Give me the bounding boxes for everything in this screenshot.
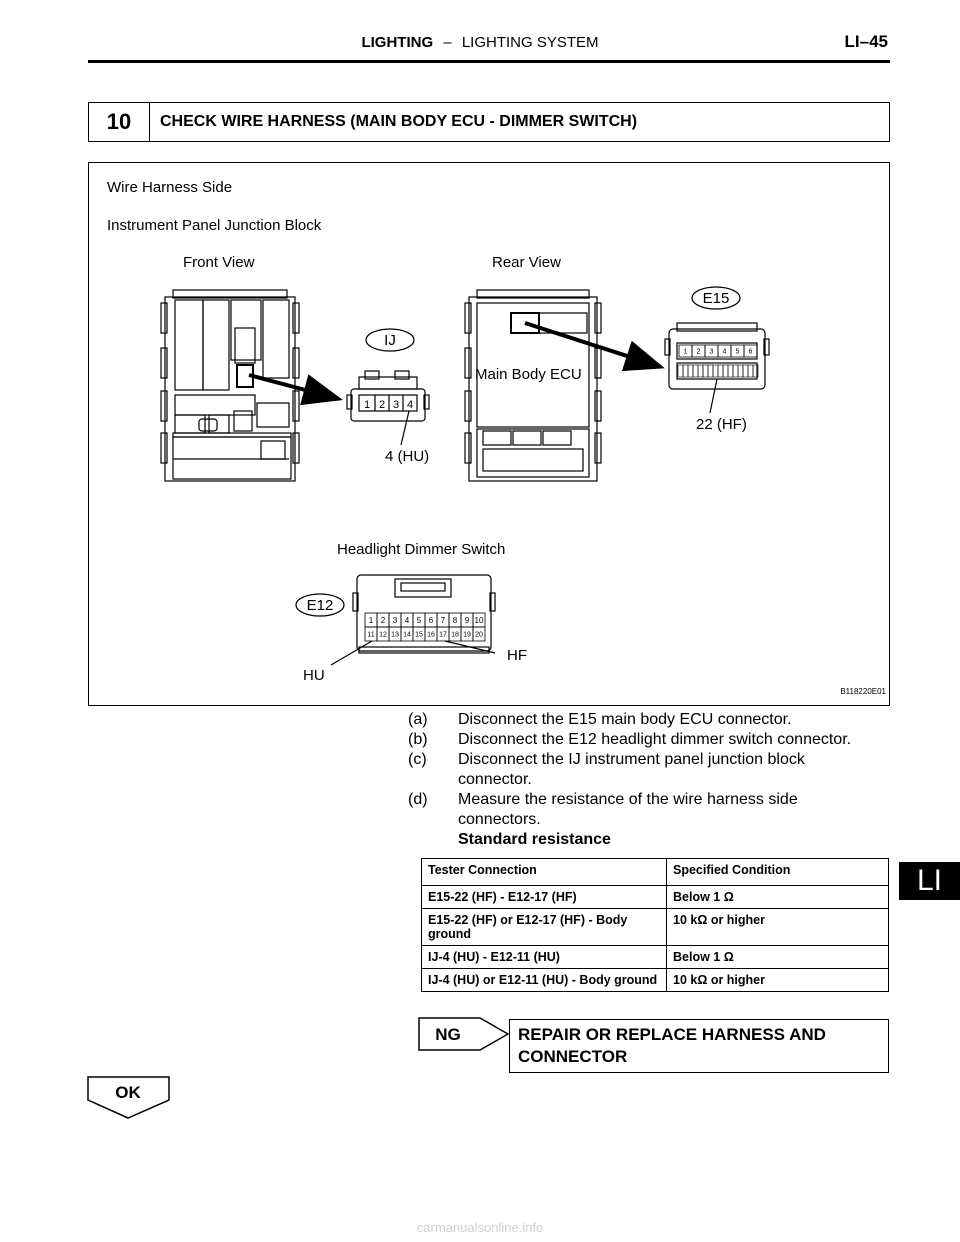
pin-number: 5 <box>416 615 422 625</box>
e15-pins-top <box>679 345 757 357</box>
pin-number: 15 <box>415 631 423 639</box>
pin-number: 5 <box>735 348 740 356</box>
pin-number: 7 <box>440 615 446 625</box>
watermark: carmanualsonline.info <box>416 1220 544 1235</box>
pin-cell <box>718 365 723 377</box>
resistance-table <box>421 858 889 992</box>
pin-number: 17 <box>439 631 447 639</box>
pin-cell <box>683 365 688 377</box>
pin-number: 10 <box>474 615 484 625</box>
step-number: 10 <box>89 103 150 141</box>
junction-block-rear <box>465 290 601 481</box>
ng-marker <box>418 1016 510 1056</box>
label-hf: HF <box>507 647 527 664</box>
table-row: IJ-4 (HU) or E12-11 (HU) - Body ground 10 kΩ or higher <box>422 969 889 992</box>
header-separator: – <box>443 34 452 51</box>
section-tab: LI <box>899 862 960 900</box>
label-dimmer-switch: Headlight Dimmer Switch <box>337 541 506 558</box>
pin-cell <box>733 365 738 377</box>
pin-number: 18 <box>451 631 459 639</box>
label-front-view: Front View <box>183 254 255 271</box>
pin-hu-leader <box>401 411 409 445</box>
connector-diagram <box>89 163 889 705</box>
junction-block-front <box>161 290 299 481</box>
label-hu: HU <box>303 667 325 684</box>
label-pin-hu: 4 (HU) <box>385 448 430 465</box>
e12-pins-top <box>365 613 485 627</box>
pin-number: 13 <box>391 631 399 639</box>
step-title: CHECK WIRE HARNESS (MAIN BODY ECU - DIMMER SWITCH) <box>160 113 638 130</box>
pin-number: 6 <box>428 615 434 625</box>
e12-pins-bottom <box>365 627 485 641</box>
label-pin-hf: 22 (HF) <box>696 416 747 433</box>
instruction-b: (b) Disconnect the E12 headlight dimmer switch connector. <box>408 731 852 748</box>
label-e15: E15 <box>702 290 730 307</box>
pin-number: 12 <box>379 631 387 639</box>
caption-side: Wire Harness Side <box>107 179 233 196</box>
ij-pin-4: 4 <box>406 399 414 411</box>
table-header-row <box>422 859 889 886</box>
pin-cell <box>723 365 728 377</box>
header-rule <box>88 60 890 63</box>
pin-number: 2 <box>380 615 386 625</box>
instruction-list <box>408 710 898 850</box>
pin-number: 11 <box>367 631 375 639</box>
ij-connector <box>347 371 429 421</box>
header-tester-connection: Tester Connection <box>422 859 667 886</box>
label-rear-view: Rear View <box>492 254 561 271</box>
table-row: E15-22 (HF) or E12-17 (HF) - Body ground 10 kΩ or higher <box>422 909 889 946</box>
ij-pin-2: 2 <box>378 399 386 411</box>
page-header-title <box>0 34 960 51</box>
pin-number: 14 <box>403 631 411 639</box>
e15-pins-bottom <box>678 365 758 377</box>
pin-cell <box>748 365 753 377</box>
header-specified-condition: Specified Condition <box>667 859 889 886</box>
standard-resistance-label: Standard resistance <box>458 831 611 848</box>
pin-cell <box>693 365 698 377</box>
pin-number: 4 <box>722 348 727 356</box>
step-box <box>88 102 890 142</box>
label-e12: E12 <box>306 597 334 614</box>
figure-code: B118220E01 <box>840 687 886 696</box>
pin-hf-leader <box>710 379 717 413</box>
pin-number: 19 <box>463 631 471 639</box>
ng-action-box: REPAIR OR REPLACE HARNESS AND CONNECTOR <box>509 1019 889 1073</box>
pin-cell <box>698 365 703 377</box>
pin-number: 8 <box>452 615 458 625</box>
caption-junction-block: Instrument Panel Junction Block <box>107 217 322 234</box>
pin-number: 1 <box>683 348 688 356</box>
subsection-name: LIGHTING SYSTEM <box>461 34 599 51</box>
page-number: LI–45 <box>844 32 888 51</box>
pin-cell <box>743 365 748 377</box>
pin-number: 2 <box>696 348 701 356</box>
pin-cell <box>703 365 708 377</box>
ng-label: NG <box>435 1025 461 1044</box>
ij-pin-1: 1 <box>363 399 371 411</box>
instruction-a: (a) Disconnect the E15 main body ECU connector. <box>408 711 792 728</box>
pin-number: 9 <box>464 615 470 625</box>
arrow-to-e15 <box>525 323 661 367</box>
arrow-to-ij <box>249 375 339 399</box>
label-ij: IJ <box>384 332 396 349</box>
label-main-body-ecu: Main Body ECU <box>475 366 582 383</box>
ok-marker <box>87 1076 171 1120</box>
wiring-figure <box>88 162 890 706</box>
pin-number: 4 <box>404 615 410 625</box>
pin-cell <box>688 365 693 377</box>
pin-number: 3 <box>392 615 398 625</box>
pin-cell <box>678 365 683 377</box>
table-row: E15-22 (HF) - E12-17 (HF) Below 1 Ω <box>422 886 889 909</box>
pin-number: 16 <box>427 631 435 639</box>
pin-number: 1 <box>368 615 374 625</box>
instruction-d: (d) Measure the resistance of the wire harness side connectors. <box>408 791 798 828</box>
pin-cell <box>738 365 743 377</box>
ok-label: OK <box>115 1083 141 1102</box>
pin-number: 6 <box>748 348 753 356</box>
ij-pin-3: 3 <box>392 399 400 411</box>
pin-cell <box>708 365 713 377</box>
instruction-c: (c) Disconnect the IJ instrument panel junction block connector. <box>408 751 805 788</box>
pin-number: 20 <box>475 631 483 639</box>
pin-cell <box>713 365 718 377</box>
table-row: IJ-4 (HU) - E12-11 (HU) Below 1 Ω <box>422 946 889 969</box>
pin-cell <box>728 365 733 377</box>
pin-number: 3 <box>709 348 714 356</box>
section-name: LIGHTING <box>361 34 434 51</box>
